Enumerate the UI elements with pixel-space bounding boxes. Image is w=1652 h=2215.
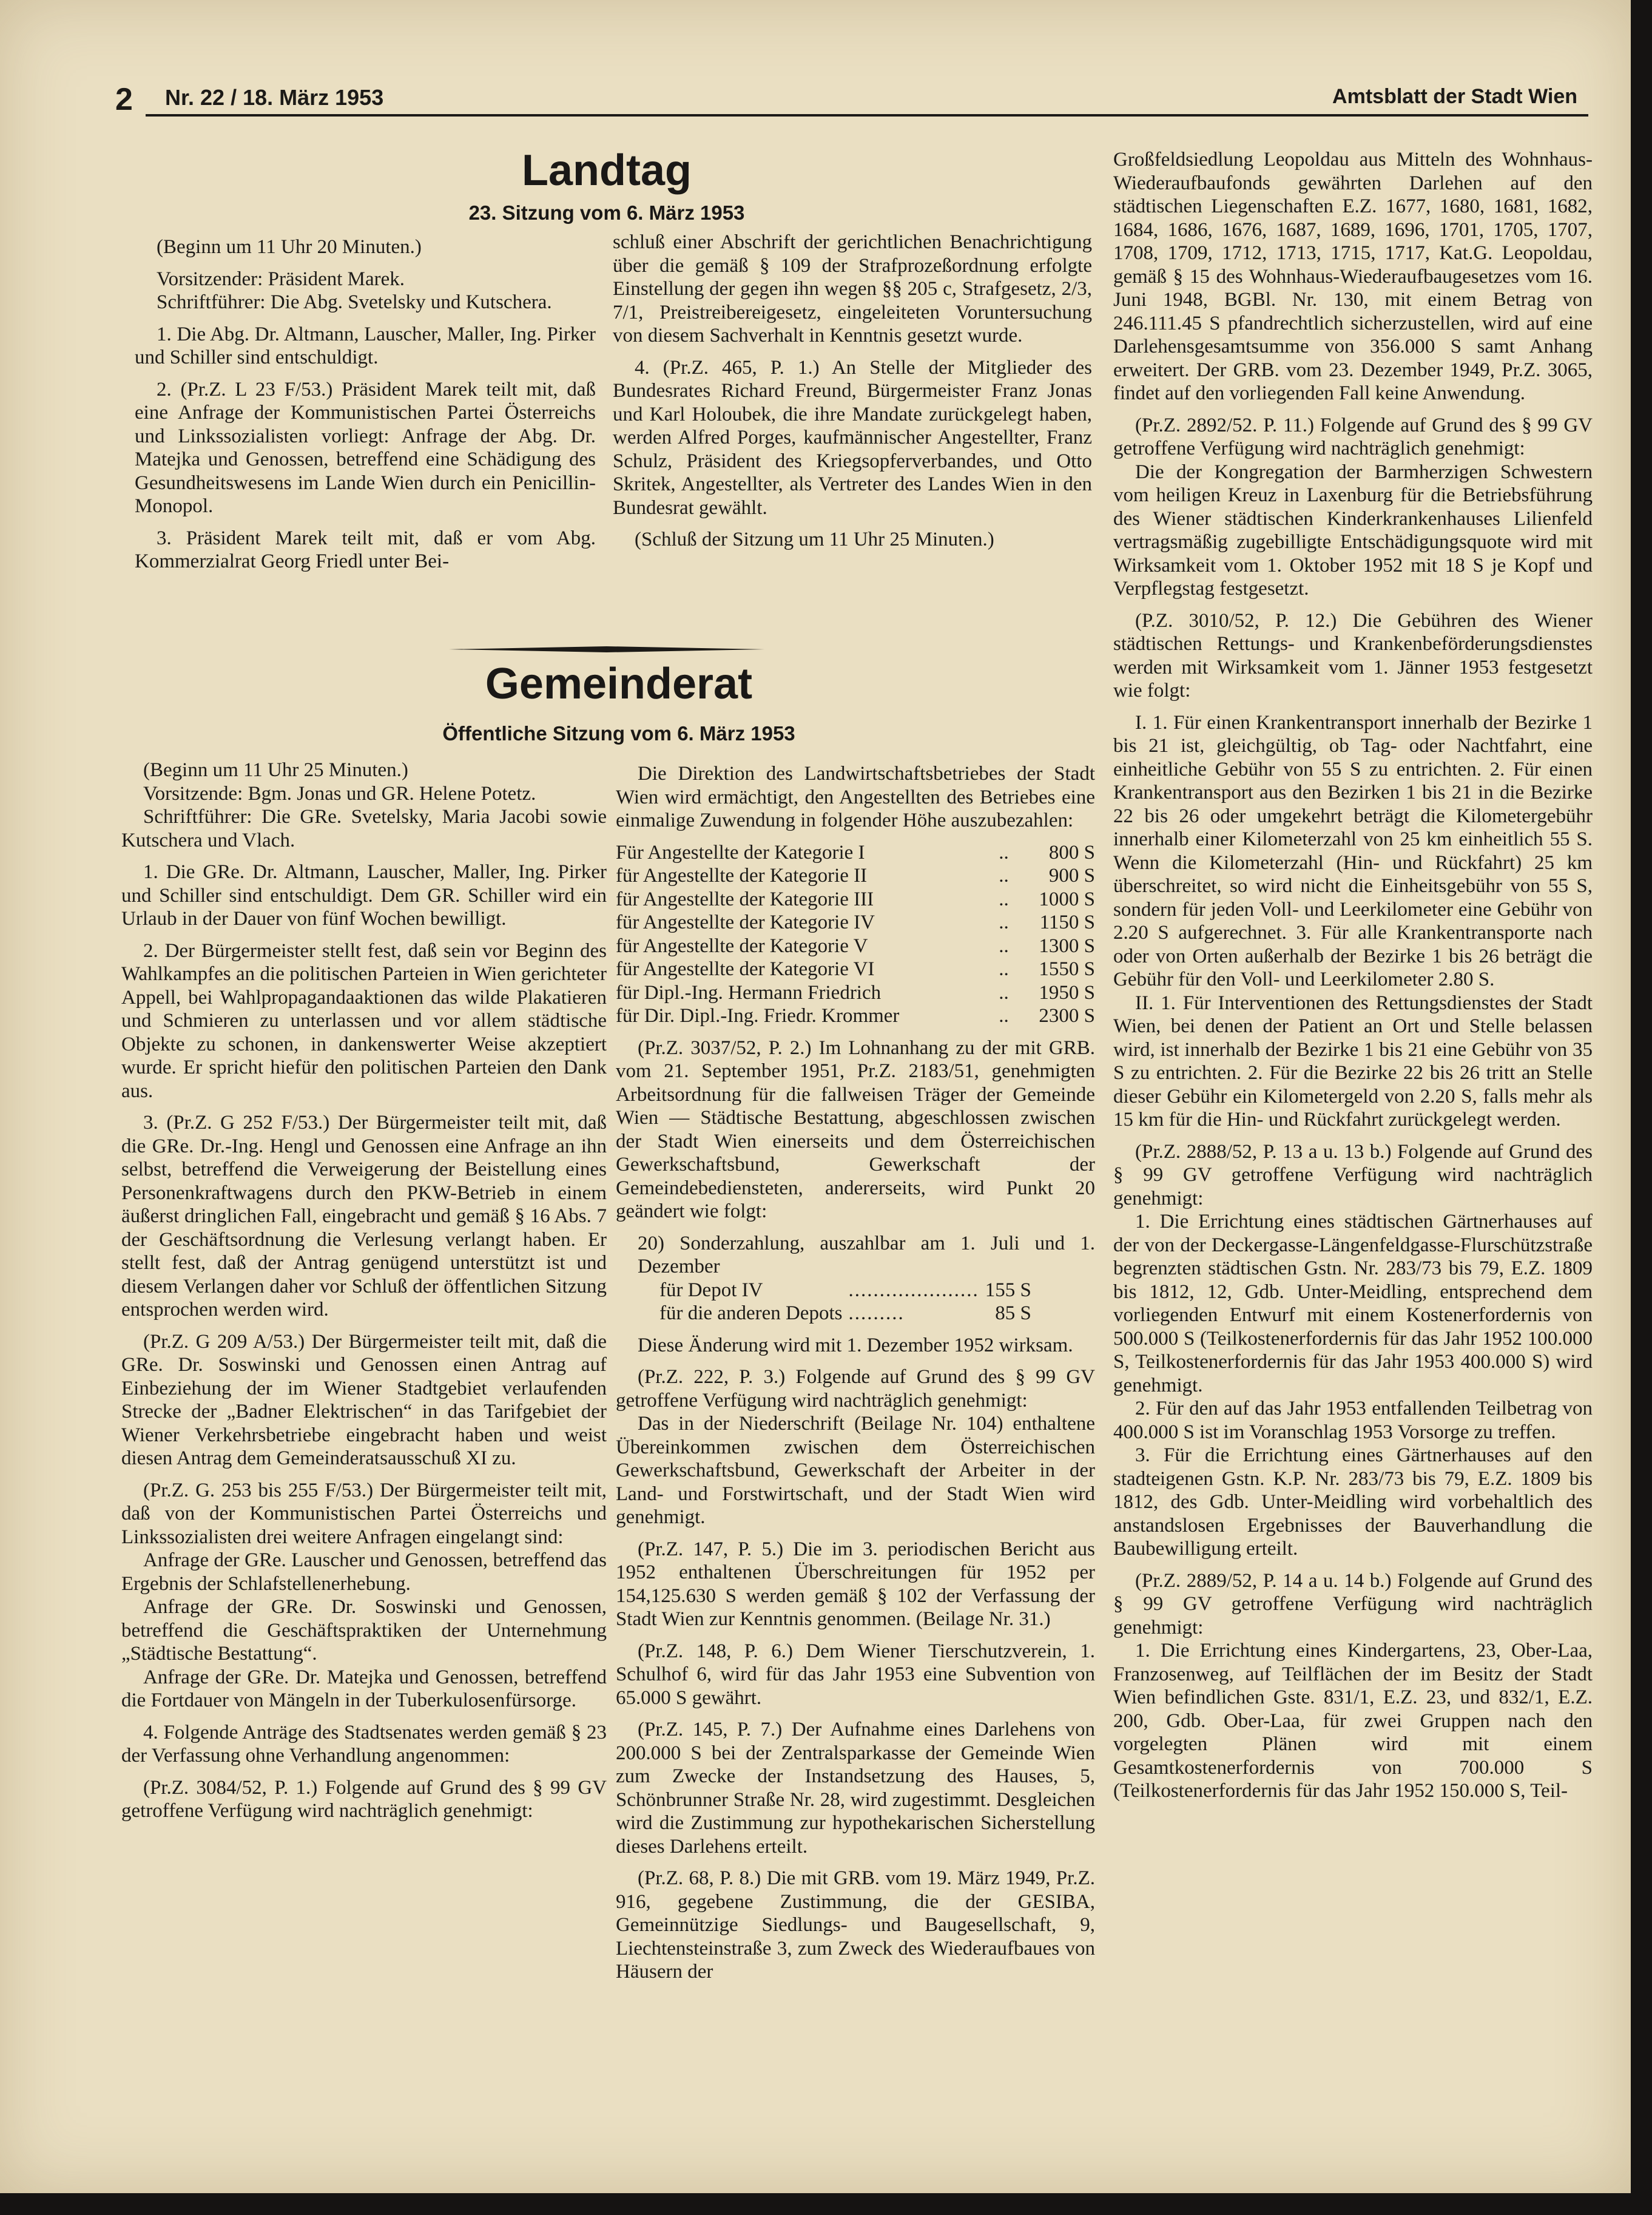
category-label: für Angestellte der Kategorie III	[616, 888, 874, 910]
category-value: 1000 S	[1039, 888, 1095, 910]
paragraph: (Pr.Z. G. 253 bis 255 F/53.) Der Bürgermeister teilt mit, daß von der Kommunistischen Partei Österreichs und Linkssozialisten drei weitere Anfragen eingelangt sind:	[121, 1479, 607, 1548]
paragraph: 1. Die Errichtung eines städtischen Gärtnerhauses auf der von der Deckergasse-Längenfeldgasse-Flurschützstraße begrenzten städtischen Gstn. Nr. 283/73 bis 79, E.Z. 1809 bis 1812, 12, Gdb. Unter-Meidling, entsprechend dem vorliegenden Entwurf mit einem Kostenerfordernis von 500.000 S (Teilkostenerfordernis für das Jahr 1952 100.000 S, Teilkostenerfordernis für das Jahr 1953 400.000 S) wird genehmigt.	[1113, 1211, 1593, 1396]
section-divider	[449, 646, 764, 652]
paragraph: 3. Präsident Marek teilt mit, daß er vom Abg. Kommerzialrat Georg Friedl unter Bei-	[135, 527, 596, 572]
paragraph: (Pr.Z. 3037/52, P. 2.) Im Lohnanhang zu der mit GRB. vom 21. September 1951, Pr.Z. 2183/51, genehmigten Arbeitsordnung für die fallweisen Träger der Gemeinde Wien — Städtische Bestattung, abgeschlossen zwischen der Stadt Wien einerseits und dem Österreichischen Gewerkschaftsbund, Gewerkschaft der Gemeindebediensteten, andererseits, wird Punkt 20 geändert wie folgt:	[616, 1036, 1095, 1222]
issue-line: Nr. 22 / 18. März 1953	[165, 85, 384, 110]
paragraph: (Pr.Z. 145, P. 7.) Der Aufnahme eines Darlehens von 200.000 S bei der Zentralsparkasse der Gemeinde Wien zum Zwecke der Instandsetzung des Hauses, 5, Schönbrunner Straße Nr. 28, wird zugestimmt. Desgleichen wird die Zustimmung zur hypothekarischen Sicherstellung dieses Darlehens erteilt.	[616, 1719, 1095, 1858]
category-value: 800 S	[1048, 841, 1095, 864]
category-label: für Dipl.-Ing. Hermann Friedrich	[616, 981, 882, 1004]
paragraph: Das in der Niederschrift (Beilage Nr. 104) enthaltene Übereinkommen zwischen dem Österreichischen Gewerkschaftsbund, Gewerkschaft der Arbeiter in der Land- und Forstwirtschaft, und der Stadt Wien wird genehmigt.	[616, 1413, 1095, 1528]
sonderzahlung-item: 20) Sonderzahlung, auszahlbar am 1. Juli und 1. Dezember	[638, 1232, 1095, 1277]
paragraph: (Pr.Z. 2889/52, P. 14 a u. 14 b.) Folgende auf Grund des § 99 GV getroffene Verfügung wird nachträglich genehmigt:	[1113, 1569, 1593, 1638]
depot-label: für die anderen Depots	[659, 1302, 843, 1324]
publication-name: Amtsblatt der Stadt Wien	[1332, 85, 1577, 108]
table-row	[616, 864, 1095, 888]
table-row	[659, 1279, 1031, 1302]
paragraph: Großfeldsiedlung Leopoldau aus Mitteln des Wohnhaus-Wiederaufbaufonds gewährten Darlehen auf den städtischen Liegenschaften E.Z. 1677, 1680, 1681, 1682, 1684, 1686, 1676, 1687, 1689, 1696, 1701, 1705, 1707, 1708, 1709, 1712, 1713, 1715, 1717, Kat.G. Leopoldau, gemäß § 15 des Wohnhaus-Wiederaufbaugesetzes vom 16. Juni 1948, BGBl. Nr. 130, mit einem Betrag von 246.111.45 S pfandrechtlich sicherzustellen, wird auf eine Darlehensgesamtsumme von 356.000 S samt Anhang erweitert. Der GRB. vom 23. Dezember 1949, Pr.Z. 3065, findet auf den vorliegenden Fall keine Anwendung.	[1113, 149, 1593, 404]
leader-dots: ..	[999, 1005, 1009, 1027]
paragraph: 1. Die Abg. Dr. Altmann, Lauscher, Maller, Ing. Pirker und Schiller sind entschuldigt.	[135, 323, 596, 368]
paragraph: 3. (Pr.Z. G 252 F/53.) Der Bürgermeister teilt mit, daß die GRe. Dr.-Ing. Hengl und Genossen eine Anfrage an ihn selbst, betreffend die Verweigerung der Beistellung eines Personenkraftwagens durch den PKW-Betrieb in einem äußerst dringlichen Fall, eingebracht und gemäß § 16 Abs. 7 der Geschäftsordnung die Verlesung verlangt haben. Er stellt fest, daß der Antrag genügend unterstützt ist und diesem Verlangen daher vor Schluß der öffentlichen Sitzung entsprochen werden wird.	[121, 1112, 607, 1321]
paragraph: Die Direktion des Landwirtschaftsbetriebes der Stadt Wien wird ermächtigt, den Angestellten des Betriebes eine einmalige Zuwendung in folgender Höhe auszubezahlen:	[616, 763, 1095, 831]
paragraph: (Pr.Z. 3084/52, P. 1.) Folgende auf Grund des § 99 GV getroffene Verfügung wird nachträglich genehmigt:	[121, 1776, 607, 1822]
paragraph: (Beginn um 11 Uhr 25 Minuten.)	[143, 759, 408, 781]
header-rule	[146, 114, 1588, 117]
leader-dots: ..	[999, 888, 1009, 910]
paragraph: 3. Für die Errichtung eines Gärtnerhauses auf den stadteigenen Gstn. K.P. Nr. 283/73 bis 79, E.Z. 1809 bis 1812, des Gdb. Unter-Meidling wird vorbehaltlich des anstandslosen Ergebnisses der Bauverhandlung die Baubewilligung erteilt.	[1113, 1444, 1593, 1560]
paragraph: Diese Änderung wird mit 1. Dezember 1952 wirksam.	[638, 1334, 1073, 1356]
paragraph: 4. Folgende Anträge des Stadtsenates werden gemäß § 23 der Verfassung ohne Verhandlung angenommen:	[121, 1721, 607, 1767]
depot-value: 85 S	[995, 1302, 1031, 1324]
leader-dots: ..	[999, 911, 1009, 933]
paragraph: (Pr.Z. 148, P. 6.) Dem Wiener Tierschutzverein, 1. Schulhof 6, wird für das Jahr 1953 eine Subvention von 65.000 S gewährt.	[616, 1640, 1095, 1709]
table-row	[616, 981, 1095, 1005]
table-row	[616, 911, 1095, 935]
paragraph: (Pr.Z. 68, P. 8.) Die mit GRB. vom 19. März 1949, Pr.Z. 916, gegebene Zustimmung, die der GESIBA, Gemeinnützige Siedlungs- und Baugesellschaft, 9, Liechtensteinstraße 3, zum Zweck des Wiederaufbaues von Häusern der	[616, 1867, 1095, 1983]
gemeinderat-title: Gemeinderat	[485, 660, 753, 708]
paragraph: 2. (Pr.Z. L 23 F/53.) Präsident Marek teilt mit, daß eine Anfrage der Kommunistischen Partei Österreichs und Linkssozialisten vorliegt: Anfrage der Abg. Dr. Matejka und Genossen, betreffend eine Schädigung des Gesundheitswesens im Lande Wien durch ein Penicillin-Monopol.	[135, 378, 596, 517]
leader-dots: ..	[999, 981, 1009, 1004]
paragraph: (Pr.Z. 2888/52, P. 13 a u. 13 b.) Folgende auf Grund des § 99 GV getroffene Verfügung wird nachträglich genehmigt:	[1113, 1140, 1593, 1209]
paragraph: (Pr.Z. 222, P. 3.) Folgende auf Grund des § 99 GV getroffene Verfügung wird nachträglich genehmigt:	[616, 1366, 1095, 1412]
table-row	[616, 958, 1095, 981]
category-value: 2300 S	[1039, 1005, 1095, 1027]
leader-dots: .........	[848, 1302, 905, 1324]
gemeinderat-column-3	[1113, 148, 1593, 1811]
paragraph: Die der Kongregation der Barmherzigen Schwestern vom heiligen Kreuz in Laxenburg für die Betriebsführung des Wiener städtischen Kinderkrankenhauses Lilienfeld vertragsmäßig zugebilligte Entschädigungsquote wird mit Wirksamkeit vom 1. Oktober 1952 mit 18 S je Kopf und Verpflegstag festgesetzt.	[1113, 461, 1593, 600]
category-table	[616, 841, 1095, 1028]
paragraph: 2. Der Bürgermeister stellt fest, daß sein vor Beginn des Wahlkampfes an die politischen Parteien in Wien gerichteter Appell, bei Wahlpropagandaaktionen das wilde Plakatieren und Schmieren zu unterlassen und vor allem städtische Objekte zu schonen, in dankenswerter Weise akzeptiert wurde. Er spricht hiefür den politischen Parteien den Dank aus.	[121, 939, 607, 1102]
gemeinderat-column-1	[121, 759, 607, 1831]
landtag-title: Landtag	[522, 146, 692, 195]
paragraph: (P.Z. 3010/52, P. 12.) Die Gebühren des Wiener städtischen Rettungs- und Krankenbeförderungsdienstes werden mit Wirksamkeit vom 1. Jänner 1953 festgesetzt wie folgt:	[1113, 609, 1593, 702]
category-label: Für Angestellte der Kategorie I	[616, 841, 865, 864]
table-row	[616, 1004, 1095, 1028]
paragraph: I. 1. Für einen Krankentransport innerhalb der Bezirke 1 bis 21 ist, gleichgültig, ob Tag- oder Nachtfahrt, eine einheitliche Gebühr von 55 S zu entrichten. 2. Für einen Krankentransport aus den Bezirken 1 bis 21 in die Bezirke 22 bis 26 oder umgekehrt beträgt die Kilometergebühr innerhalb einer Kilometerzahl von 25 km einheitlich 55 S. Wenn die Kilometerzahl (Hin- und Rückfahrt) 25 km überschreitet, so wird nicht die Einheitsgebühr von 55 S, sondern für jeden Voll- und Leerkilometer eine Gebühr von 2.20 S aufgerechnet. 3. Für alle Krankentransporte nach oder von Orten außerhalb der Bezirke 1 bis 26 beträgt die Gebühr für den Voll- und Leerkilometer 2.80 S.	[1113, 711, 1593, 990]
leader-dots: ..	[999, 865, 1009, 887]
table-row	[616, 841, 1095, 865]
leader-dots: .....................	[848, 1279, 979, 1301]
leader-dots: ..	[999, 841, 1009, 864]
gemeinderat-column-2	[616, 762, 1095, 1992]
paragraph: Schriftführer: Die GRe. Svetelsky, Maria Jacobi sowie Kutschera und Vlach.	[121, 806, 607, 851]
page-number: 2	[115, 82, 133, 117]
paragraph: (Beginn um 11 Uhr 20 Minuten.)	[157, 236, 422, 258]
paragraph: Anfrage der GRe. Dr. Soswinski und Genossen, betreffend die Geschäftspraktiken der Unternehmung „Städtische Bestattung“.	[121, 1596, 607, 1665]
leader-dots: ..	[999, 935, 1009, 957]
paragraph: (Pr.Z. G 209 A/53.) Der Bürgermeister teilt mit, daß die GRe. Dr. Soswinski und Genossen einen Antrag auf Einbeziehung der im Wiener Stadtgebiet verlaufenden Strecke der „Badner Elektrischen“ in das Tarifgebiet der Wiener Verkehrsbetriebe eingebracht haben und weist diesen Antrag dem Gemeinderatsausschuß XI zu.	[121, 1330, 607, 1469]
paragraph: (Schluß der Sitzung um 11 Uhr 25 Minuten.)	[635, 529, 994, 550]
depot-table	[659, 1279, 1031, 1325]
paragraph: 2. Für den auf das Jahr 1953 entfallenden Teilbetrag von 400.000 S ist im Voranschlag 1953 Vorsorge zu treffen.	[1113, 1398, 1593, 1443]
paragraph: II. 1. Für Interventionen des Rettungsdienstes der Stadt Wien, bei denen der Patient an Ort und Stelle belassen wird, ist innerhalb der Bezirke 1 bis 21 eine Gebühr von 35 S zu entrichten. 2. Für die Bezirke 22 bis 26 tritt an Stelle dieser Gebühr ein Kilometergeld von 2.20 S, falls mehr als 15 km für die Hin- und Rückfahrt zurückgelegt werden.	[1113, 992, 1593, 1131]
paragraph: 4. (Pr.Z. 465, P. 1.) An Stelle der Mitglieder des Bundesrates Richard Freund, Bürgermeister Franz Jonas und Karl Holoubek, die ihre Mandate zurückgelegt haben, werden Alfred Porges, kaufmännischer Angestellter, Franz Schulz, Präsident des Kriegsopferverbandes, und Otto Skritek, Angestellter, als Vertreter des Landes Wien in den Bundesrat gewählt.	[613, 356, 1092, 519]
paragraph: Anfrage der GRe. Lauscher und Genossen, betreffend das Ergebnis der Schlafstellenerhebung.	[121, 1549, 607, 1595]
category-label: für Angestellte der Kategorie V	[616, 935, 868, 957]
category-label: für Angestellte der Kategorie VI	[616, 958, 875, 980]
category-label: für Angestellte der Kategorie IV	[616, 911, 875, 933]
category-value: 1950 S	[1039, 981, 1095, 1004]
paragraph: 1. Die Errichtung eines Kindergartens, 23, Ober-Laa, Franzosenweg, auf Teilflächen der im Besitz der Stadt Wien befindlichen Gste. 831/1, E.Z. 23, und 832/1, E.Z. 200, Gdb. Ober-Laa, für zwei Gruppen nach den vorgelegten Plänen wird mit einem Gesamtkostenerfordernis von 700.000 S (Teilkostenerfordernis für das Jahr 1952 150.000 S, Teil-	[1113, 1640, 1593, 1802]
paragraph: (Pr.Z. 147, P. 5.) Die im 3. periodischen Bericht aus 1952 enthaltenen Überschreitungen für 1952 per 154,125.630 S werden gemäß § 102 der Verfassung der Stadt Wien zur Kenntnis genommen. (Beilage Nr. 31.)	[616, 1538, 1095, 1630]
depot-label: für Depot IV	[659, 1279, 763, 1301]
landtag-column-1	[135, 235, 596, 582]
table-row	[616, 888, 1095, 911]
paragraph: (Pr.Z. 2892/52. P. 11.) Folgende auf Grund des § 99 GV getroffene Verfügung wird nachträglich genehmigt:	[1113, 414, 1593, 459]
paragraph: schluß einer Abschrift der gerichtlichen Benachrichtigung über die gemäß § 109 der Strafprozeßordnung erfolgte Einstellung der gegen ihn wegen §§ 205 c, Strafgesetz, 2/3, 7/1, Preistreibereigesetz, eingeleiteten Voruntersuchung von diesem Sachverhalt in Kenntnis gesetzt wurde.	[613, 231, 1092, 347]
paragraph: Vorsitzende: Bgm. Jonas und GR. Helene Potetz.	[143, 782, 536, 805]
category-value: 1150 S	[1039, 911, 1095, 933]
table-row	[616, 935, 1095, 958]
category-value: 1300 S	[1039, 935, 1095, 957]
landtag-subtitle: 23. Sitzung vom 6. März 1953	[468, 201, 745, 224]
paragraph: Vorsitzender: Präsident Marek.	[157, 268, 405, 290]
depot-value: 155 S	[985, 1279, 1031, 1301]
landtag-column-2	[613, 231, 1092, 560]
category-value: 900 S	[1048, 865, 1095, 887]
paragraph: Schriftführer: Die Abg. Svetelsky und Kutschera.	[157, 291, 552, 313]
category-value: 1550 S	[1039, 958, 1095, 980]
leader-dots: ..	[999, 958, 1009, 980]
paragraph: 1. Die GRe. Dr. Altmann, Lauscher, Maller, Ing. Pirker und Schiller sind entschuldigt. Dem GR. Schiller wird ein Urlaub in der Dauer von fünf Wochen bewilligt.	[121, 861, 607, 930]
category-label: für Dir. Dipl.-Ing. Friedr. Krommer	[616, 1005, 900, 1027]
table-row	[659, 1302, 1031, 1325]
paragraph: Anfrage der GRe. Dr. Matejka und Genossen, betreffend die Fortdauer von Mängeln in der Tuberkulosenfürsorge.	[121, 1666, 607, 1711]
gemeinderat-subtitle: Öffentliche Sitzung vom 6. März 1953	[442, 722, 795, 745]
category-label: für Angestellte der Kategorie II	[616, 865, 868, 887]
